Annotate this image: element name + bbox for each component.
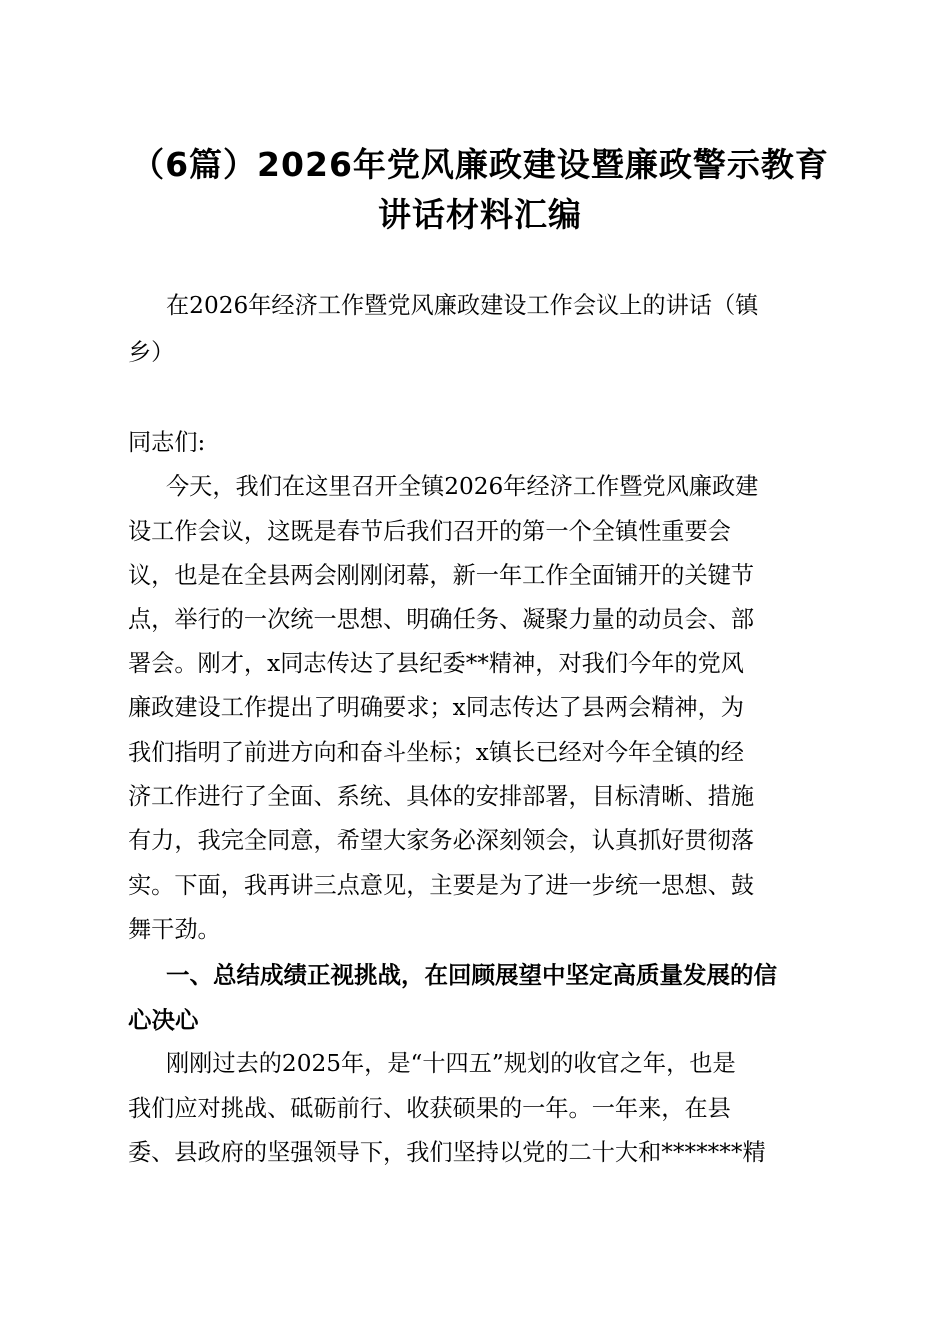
paragraph-1-line-9: 有力，我完全同意，希望大家务必深刻领会，认真抓好贯彻落: [128, 827, 755, 854]
paragraph-1-line-1: 今天，我们在这里召开全镇2026年经济工作暨党风廉政建: [166, 473, 759, 500]
heading-1-line-2: 心决心: [128, 1006, 199, 1034]
paragraph-1-line-4: 点，举行的一次统一思想、明确任务、凝聚力量的动员会、部: [128, 606, 755, 633]
paragraph-1-line-2: 设工作会议，这既是春节后我们召开的第一个全镇性重要会: [128, 518, 731, 545]
paragraph-1-line-11: 舞干劲。: [128, 916, 221, 943]
paragraph-1-line-6: 廉政建设工作提出了明确要求；x同志传达了县两会精神，为: [128, 694, 744, 721]
paragraph-2-line-2: 我们应对挑战、砥砺前行、收获硕果的一年。一年来，在县: [128, 1095, 731, 1122]
paragraph-1-line-5: 署会。刚才，x同志传达了县纪委**精神，对我们今年的党风: [128, 650, 744, 677]
title-line-2: 讲话材料汇编: [378, 195, 582, 234]
subtitle-line-1: 在2026年经济工作暨党风廉政建设工作会议上的讲话（镇: [166, 292, 759, 319]
title-line-1: （6篇）2026年党风廉政建设暨廉政警示教育: [131, 145, 829, 184]
paragraph-1-line-3: 议，也是在全县两会刚刚闭幕，新一年工作全面铺开的关键节: [128, 562, 755, 589]
paragraph-1-line-8: 济工作进行了全面、系统、具体的安排部署，目标清晰、措施: [128, 783, 755, 810]
heading-1-line-1: 一、总结成绩正视挑战，在回顾展望中坚定高质量发展的信: [166, 961, 777, 989]
document-title: [100, 140, 860, 240]
greeting: 同志们:: [128, 429, 206, 456]
paragraph-1-line-10: 实。下面，我再讲三点意见，主要是为了进一步统一思想、鼓: [128, 872, 755, 899]
paragraph-2-line-1: 刚刚过去的2025年，是“十四五”规划的收官之年，也是: [166, 1050, 736, 1077]
subtitle-line-2: 乡）: [128, 339, 175, 366]
paragraph-2-line-3: 委、县政府的坚强领导下，我们坚持以党的二十大和*******精: [128, 1139, 766, 1166]
paragraph-1-line-7: 我们指明了前进方向和奋斗坐标；x镇长已经对今年全镇的经: [128, 739, 744, 766]
